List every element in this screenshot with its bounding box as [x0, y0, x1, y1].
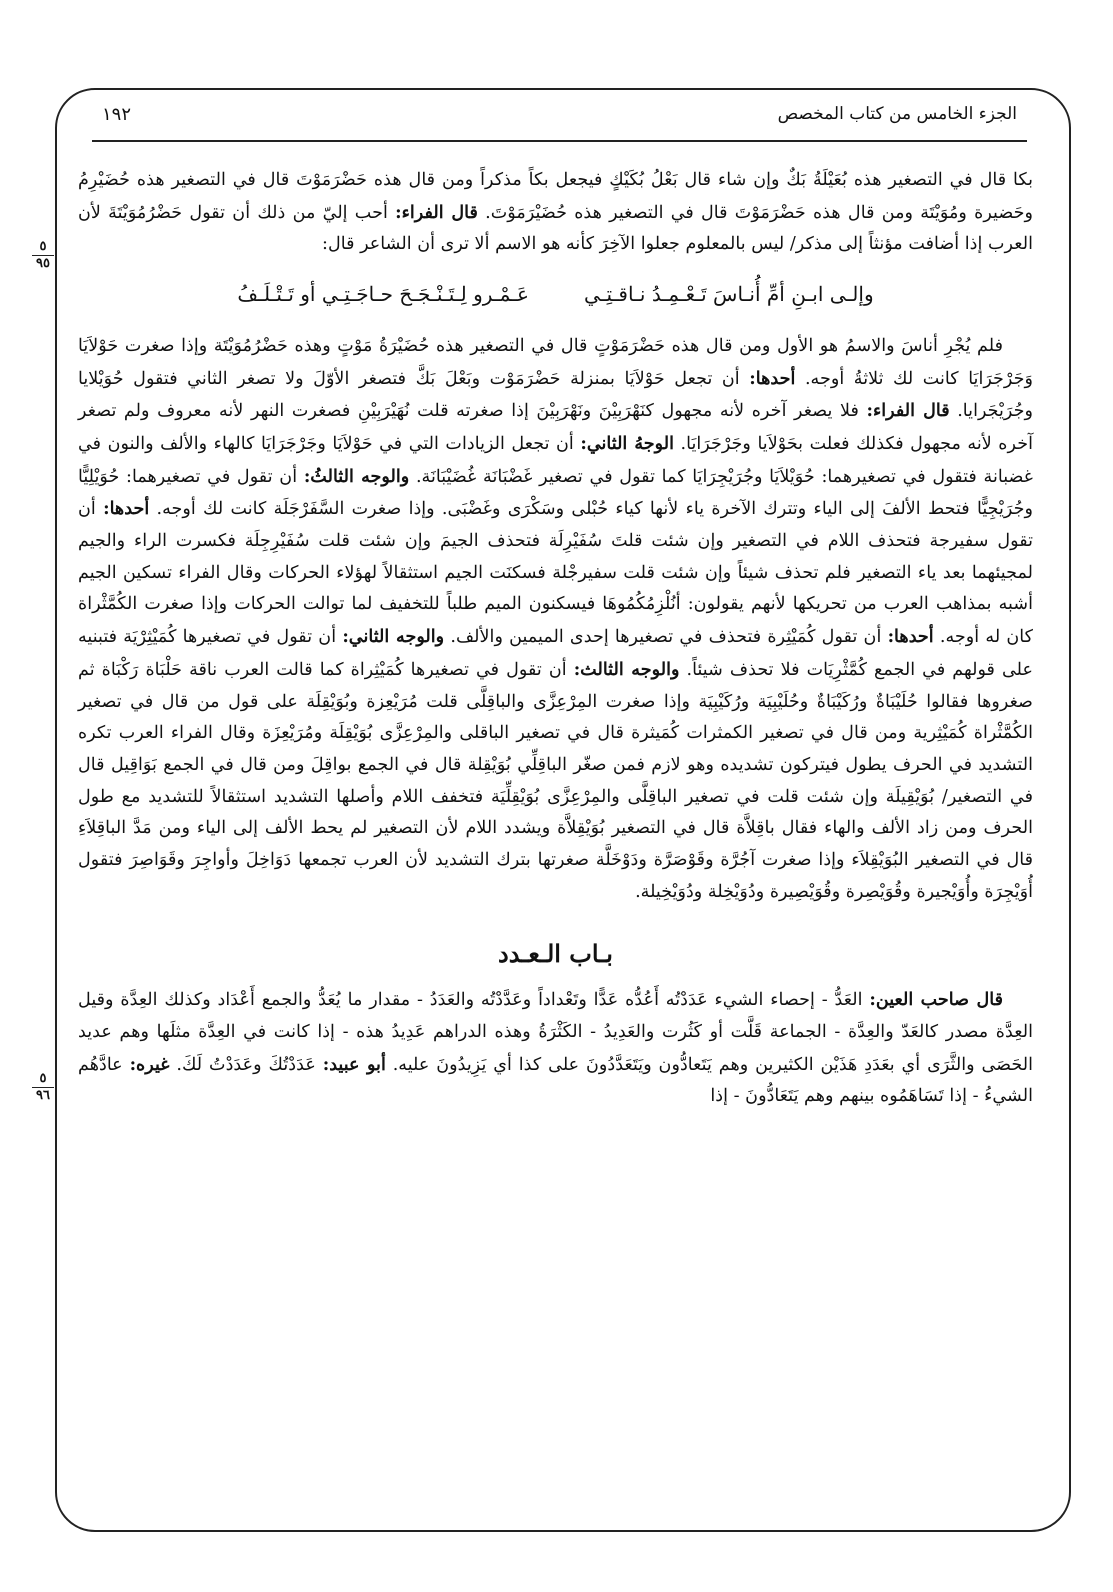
margin-page-marker [30, 240, 56, 271]
paragraph: قال صاحب العين: العَدُّ - إحصاء الشيء عَدَدْتُه أَعُدُّه عَدًّا وتَعْداداً وعَدَّدْتُه والعَدَدُ - مقدار ما يُعَدُّ والجمع أَعْدَاد وكذلك العِدَّة وقيل العِدَّة مصدر كالعَدّ والعِدَّة - الجماعة قَلَّت أو كَثُرت والعَدِيدُ - الكَثْرَةُ وهذه الدراهم عَدِيدُ هذه - إذا كانت في العِدَّة مثلَها وهم عديد الحَصَى والثَّرَى أي بعَدَدِ هَذَيْن الكثيرين وهم يَتَعادُّون ويَتَعَدَّدُونَ على كذا أي يَزِيدُونَ عليه. أبو عبيد: عَدَدْتُكَ وعَدَدْتُ لَكَ. غيره: عادَّهُم الشيءُ - إذا تَسَاهَمُوه بينهم وهم يَتَعَادُّونَ - إذا [78, 989, 1033, 1107]
speaker-label: أحدها: [103, 498, 150, 520]
speaker-label: قال صاحب العين: [869, 989, 1003, 1011]
margin-page-marker [30, 1072, 56, 1103]
speaker-label: أحدها: [887, 626, 934, 648]
marker-page: ٩٦ [36, 1088, 50, 1103]
speaker-label: أبو عبيد: [322, 1053, 386, 1075]
marker-volume: ٥ [39, 239, 47, 254]
marker-volume: ٥ [39, 1071, 47, 1086]
verse-second-hemistich: عَـمْـرو لِـتَـنْـجَـحَ حـاجَـتِـي أو تَـتْـلَـفُ [237, 282, 529, 307]
paragraph: بكا قال في التصغير هذه بُعَيْلَةُ بَكٌ وإن شاء قال بَعْلُ بُكَيْكٍ فيجعل بكاً مذكراً ومن قال هذه حَضْرَمَوْتَ قال في التصغير هذه حُضَيْرِمُ وحَضيرة ومُوَيْتَة ومن قال هذه حَضْرَمَوْتَ قال في التصغير هذه حُضَيْرَمَوْتَ. قال الفراء: أحب إليّ من ذلك أن تقول حَضْرُمُوَيْتَةَ لأن العرب إذا أضافت مؤنثاً إلى مذكر/ ليس بالمعلوم جعلوا الآخِرَ كأنه هو الاسم ألا ترى أن الشاعر قال: [78, 170, 1033, 255]
speaker-label: والوجه الثاني: [342, 626, 445, 648]
page-number: ١٩٢ [102, 104, 132, 125]
speaker-label: والوجه الثالثُ: [303, 465, 410, 487]
marker-page: ٩٥ [36, 256, 50, 271]
poetry-verse [78, 279, 1033, 311]
speaker-label: قال الفراء: [395, 201, 478, 223]
speaker-label: الوجهُ الثاني: [580, 432, 675, 454]
speaker-label: قال الفراء: [866, 400, 950, 422]
speaker-label: أحدها: [749, 367, 796, 389]
main-text [78, 165, 1033, 1113]
section-heading: بـاب الـعـدد [498, 939, 613, 969]
page-header [92, 100, 1027, 142]
verse-first-hemistich: وإلـى ابـنِ أمِّ أُنـاسَ تَـعْـمِـدُ نـاقـتِـي [583, 282, 874, 307]
speaker-label: والوجه الثالث: [573, 658, 680, 680]
paragraph: فلم يُجْرِ أناسَ والاسمُ هو الأول ومن قال هذه حَضْرَمَوْتٍ قال في التصغير هذه حُضَيْرَةُ مَوْتٍ وهذه حَضْرُمُوَيْتَة وإذا صغرت حَوْلاَيَا وَجَرْجَرَايَا كانت لك ثلاثةُ أوجه. أحدها: أن تجعل حَوْلاَيَا بمنزلة حَضْرَمَوْت وبَعْلَ بَكَّ فتصغر الأوّلَ ولا تصغر الثاني فتقول حُوَيْلايا وجُرَيْجَرايا. قال الفراء: فلا يصغر آخره لأنه مجهول كنَهْرَبِيْنَ ونَهْرَبِيْنَ إذا صغرته قلت نُهَيْرَبِيْنِ فصغرت النهر لأنه معروف ولم تصغر آخره لأنه مجهول فكذلك فعلت بحَوْلاَيا وجَرْجَرَايَا. الوجهُ الثاني: أن تجعل الزيادات التي في حَوْلاَيَا وجَرْجَرَايَا كالهاء والألف والنون في غضبانة فتقول في تصغيرهما: حُوَيْلاَيَا وجُرَيْجِرَايَا كما تقول في تصغير غَضْبَانَة غُضَيْبَانَة. والوجه الثالثُ: أن تقول في تصغيرهما: حُوَيْلِيًّا وجُرَيْجِيًّا فتحط الألفَ إلى الياء وتترك الآخرة ياء لأنها كياء حُبْلى وسَكْرَى وغَضْبَى. وإذا صغرت السَّفَرْجَلَة كانت لك أوجه. أحدها: أن تقول سفيرجة فتحذف اللام في التصغير وإن شئت قلتَ سُفَيْرِلَة فتحذف الجيمَ وإن شئت قلت سُفَيْرِجِلَة فكسرت الراء والجيم لمجيئهما بعد ياء التصغير فلم تحذف شيئاً وإن شئت قلت سفيرجْلة فسكنَت الجيم استثقالاً لهؤلاء الحركات وقال الفراء تسكين الجيم أشبه بمذاهب العرب من تحريكها لأنهم يقولون: أنُلْزِمُكُمُوهَا فيسكنون الميم طلباً للتخفيف لما توالت الحركات وإذا صغرت الكُمَّثْراة كان له أوجه. أحدها: أن تقول كُمَيْثِرة فتحذف في تصغيرها إحدى الميمين والألف. والوجه الثاني: أن تقول في تصغيرها كُمَيْثِرْيَة فتبنيه على قولهم في الجمع كُمَّثْرِيَات فلا تحذف شيئاً. والوجه الثالث: أن تقول في تصغيرها كُمَيْثِراة كما قالت العرب ناقة حَلْبَاة رَكْبَاة ثم صغروها فقالوا حُلَيْبَاةٌ ورُكَيْبَاةٌ وحُلَيْبِيَة ورُكَيْبِيَة وإذا صغرت المِرْعِزَّى والباقِلَّى قلت مُرَيْعِزة وبُوَيْقِلَة على قول من قال في تصغير الكُمَّثْراة كُمَيْثِرية ومن قال في تصغير الكمثرات كُمَيثرة قال في تصغير الباقلى والمِرْعِزَّى بُوَيْقِلَة ومُرَيْعِزَة وقال الفراء العرب تكره التشديد في الحرف يطول فيتركون تشديده وهو لازم فمن صغّر الباقِلِّي بُوَيْقِلة قال في الجمع بواقِلَ ومن قال في الجمع بَوَاقِيل قال في التصغير/ بُوَيْقِيلَة وإن شئت قلت في تصغير الباقِلَّى والمِرْعِزَّى بُوَيْقِلِّيَة فتخفف اللام وأصلها التشديد استثقالاً للتشديد مع طول الحرف ومن زاد الألف والهاء فقال باقِلاَّة قال في التصغير بُوَيْقِلاَّة ويشدد اللام لأن التصغير لم يحط الألف إلى الياء ومن مَدَّ الباقِلاَءِ قال في التصغير البُوَيْقِلاَء وإذا صغرت آجُرَّة وقَوْصَرَّة ودَوْخَلَّة صغرتها بترك التشديد لأن العرب تجمعها دَوَاخِلَ وأواجِرَ وقَوَاصِرَ فتقول أُوَيْجِرَة وأُوَيْجيرة وقُوَيْصِرة وقُوَيْصِيرة ودُوَيْخِلة ودُوَيْخِيلة. [78, 335, 1034, 902]
running-title: الجزء الخامس من كتاب المخصص [777, 104, 1017, 124]
speaker-label: غيره: [129, 1053, 170, 1075]
